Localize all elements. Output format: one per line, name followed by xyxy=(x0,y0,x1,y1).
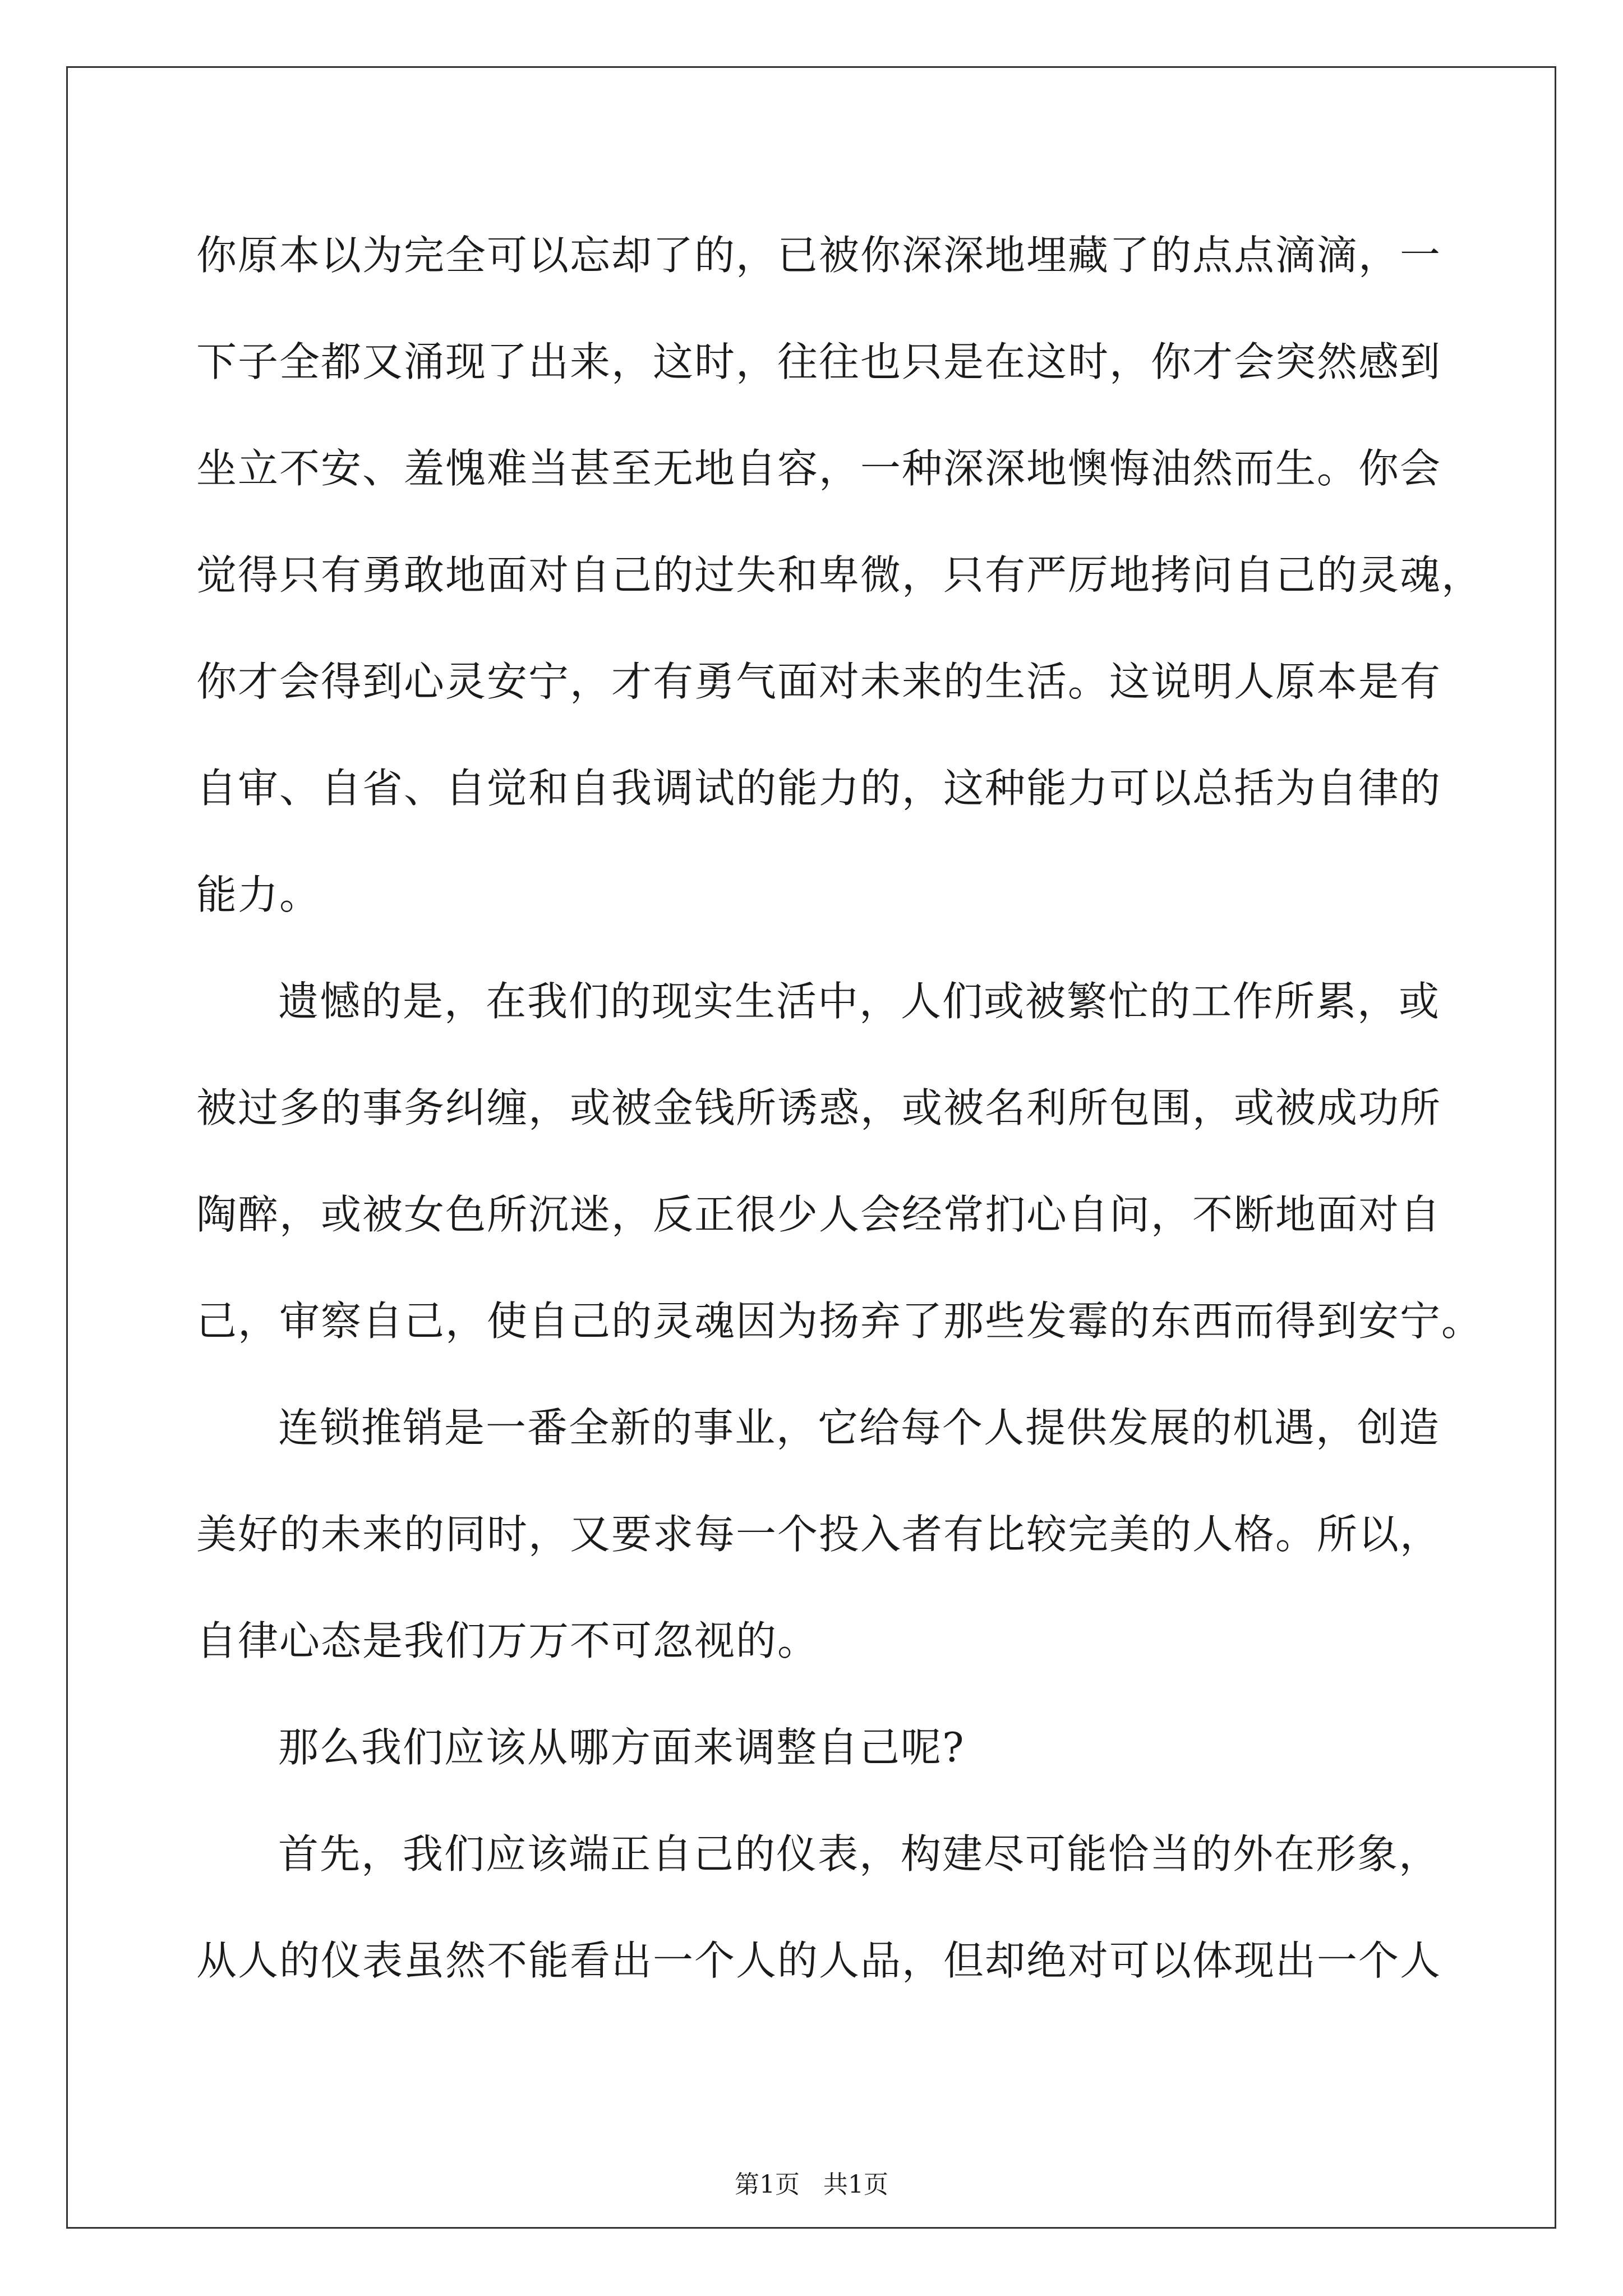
text-line: 自律心态是我们万万不可忽视的。 xyxy=(196,1617,819,1664)
text-line: 你原本以为完全可以忘却了的，已被你深深地埋藏了的点点滴滴，一 xyxy=(196,232,1442,279)
paragraph-first-line: 首先，我们应该端正自己的仪表，构建尽可能恰当的外在形象， xyxy=(278,1830,1441,1878)
paragraph-first-line: 那么我们应该从哪方面来调整自己呢? xyxy=(278,1724,965,1771)
text-line: 被过多的事务纠缠，或被金钱所诱惑，或被名利所包围，或被成功所 xyxy=(196,1084,1442,1131)
text-line: 你才会得到心灵安宁，才有勇气面对未来的生活。这说明人原本是有 xyxy=(196,658,1442,705)
text-line: 能力。 xyxy=(196,871,321,918)
text-line: 坐立不安、羞愧难当甚至无地自容，一种深深地懊悔油然而生。你会 xyxy=(196,445,1442,492)
text-line: 陶醉，或被女色所沉迷，反正很少人会经常扪心自问，不断地面对自 xyxy=(196,1191,1442,1238)
text-line: 觉得只有勇敢地面对自己的过失和卑微，只有严厉地拷问自己的灵魂， xyxy=(196,551,1483,599)
text-line: 下子全都又涌现了出来，这时，往往也只是在这时，你才会突然感到 xyxy=(196,338,1442,385)
paragraph-first-line: 连锁推销是一番全新的事业，它给每个人提供发展的机遇，创造 xyxy=(278,1404,1441,1451)
text-line: 自审、自省、自觉和自我调试的能力的，这种能力可以总括为自律的 xyxy=(196,765,1442,812)
text-line: 从人的仪表虽然不能看出一个人的人品，但却绝对可以体现出一个人 xyxy=(196,1937,1442,1984)
document-body xyxy=(196,202,1483,2014)
text-line: 美好的未来的同时，又要求每一个投入者有比较完美的人格。所以， xyxy=(196,1511,1442,1558)
paragraph-first-line: 遗憾的是，在我们的现实生活中，人们或被繁忙的工作所累，或 xyxy=(278,978,1441,1025)
page-number-footer: 第1页 共1页 xyxy=(735,2170,888,2199)
text-line: 己，审察自己，使自己的灵魂因为扬弃了那些发霉的东西而得到安宁。 xyxy=(196,1297,1483,1345)
